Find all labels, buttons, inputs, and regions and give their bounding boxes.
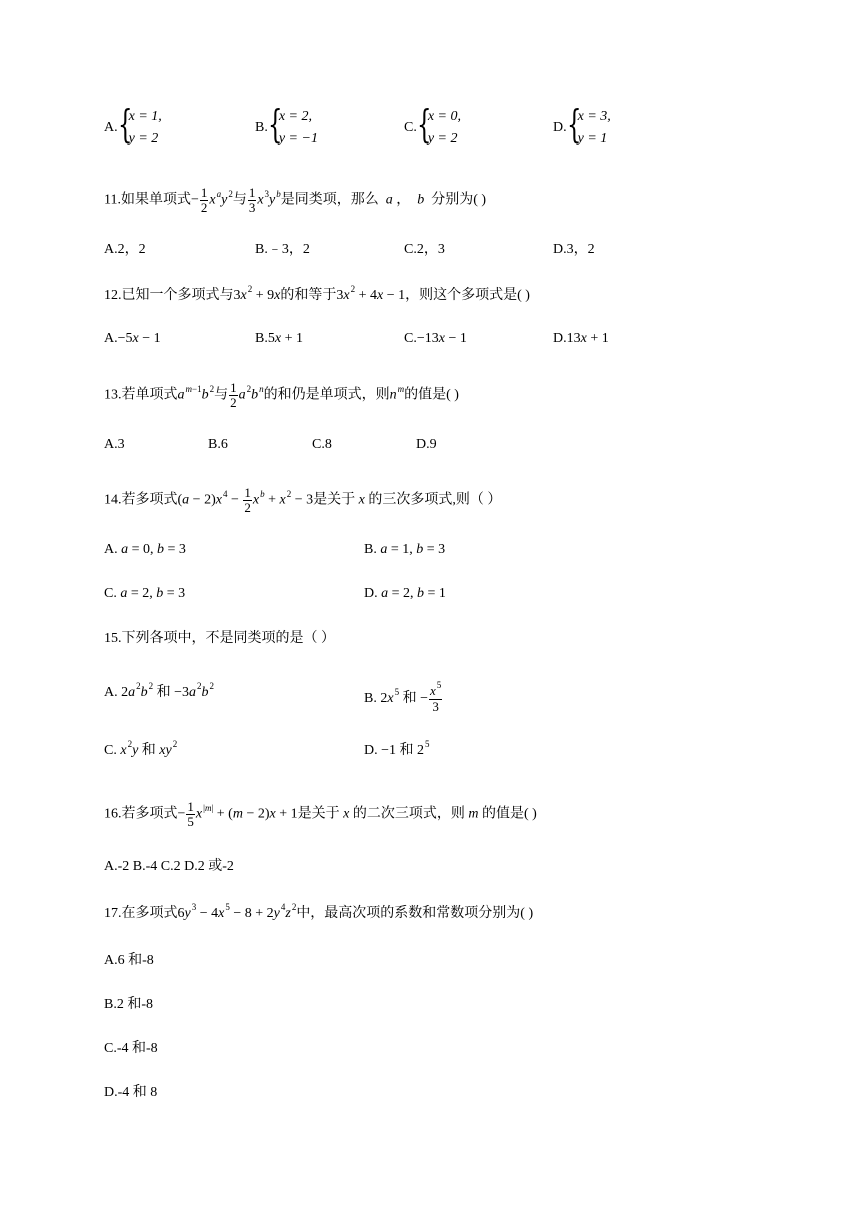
q14-option-b: B. a = 1, b = 3 <box>364 542 446 557</box>
q15-stem: 15.下列各项中，不是同类项的是（ ） <box>104 631 335 646</box>
q14-option-d: D. a = 2, b = 1 <box>364 586 446 601</box>
q17-stem: 17.在多项式$6y^3 - 4x^5 - 8 + 2y^4z^2$中，最高次项的系数和常数项分别为( ) <box>104 902 534 921</box>
q14-option-c: C. a = 2, b = 3 <box>104 586 186 601</box>
q14-option-a: A. a = 0, b = 3 <box>104 542 186 557</box>
q12-option-b: B.5x + 1 <box>255 331 303 346</box>
q11-stem: 11.如果单项式− $\frac{1}{2}$ $x^ay^2$与 $\frac{1}{3}$ $x^3y^b$是同类项，那么 a ， b 分别为( ) <box>104 185 487 215</box>
q15-option-d: D. −1 和 $2^5$ <box>364 739 430 758</box>
q11-option-a: A.2，2 <box>104 242 146 257</box>
q17-option-c: C.-4 和-8 <box>104 1041 158 1056</box>
q10-option-c: C. { x = 0, y = 2 <box>404 102 462 146</box>
q12-option-d: D.13x + 1 <box>553 331 609 346</box>
q11-option-d: D.3，2 <box>553 242 595 257</box>
q15-option-c: C. $x^2y$ 和 $xy^2$ <box>104 739 178 758</box>
q13-stem: 13.若单项式$a^{m-1}b^2$与 $\frac{1}{2}$ $a^2b^n$的和仍是单项式，则$n^m$的值是( ) <box>104 380 459 410</box>
q15-option-b: B. $2x^5$ 和 − $\frac{x^5}{3}$ <box>364 680 442 714</box>
q11-option-c: C.2，3 <box>404 242 445 257</box>
q12-option-c: C.−13x − 1 <box>404 331 467 346</box>
q17-option-d: D.-4 和 8 <box>104 1085 158 1100</box>
q12-option-a: A.−5x − 1 <box>104 331 161 346</box>
q17-option-a: A.6 和-8 <box>104 953 154 968</box>
q13-option-b: B.6 <box>208 437 228 452</box>
q12-stem: 12.已知一个多项式与$3x^2 + 9x$的和等于$3x^2 + 4x - 1$，则这个多项式是( ) <box>104 284 530 303</box>
q10-option-a: A. { x = 1, y = 2 <box>104 102 162 146</box>
q11-option-b: B.﹣3，2 <box>255 242 310 257</box>
q14-stem: 14.若多项式$(a - 2)x^4$ − $\frac{1}{2}$ $x^b + x^2 - 3$是关于 x 的三次多项式,则（ ） <box>104 485 502 515</box>
q13-option-d: D.9 <box>416 437 437 452</box>
q13-option-c: C.8 <box>312 437 332 452</box>
q15-option-a: A. $2a^2b^2$ 和 $-3a^2b^2$ <box>104 681 215 700</box>
q16-stem: 16.若多项式− $\frac{1}{5}$ $x^{|m|} + (m - 2)x + 1$是关于 x 的二次三项式，则 m 的值是( ) <box>104 799 537 829</box>
q10-option-b: B. { x = 2, y = −1 <box>255 102 318 146</box>
q13-option-a: A.3 <box>104 437 125 452</box>
q17-option-b: B.2 和-8 <box>104 997 153 1012</box>
q16-options: A.-2 B.-4 C.2 D.2 或-2 <box>104 859 234 874</box>
q10-option-d: D. { x = 3, y = 1 <box>553 102 611 146</box>
